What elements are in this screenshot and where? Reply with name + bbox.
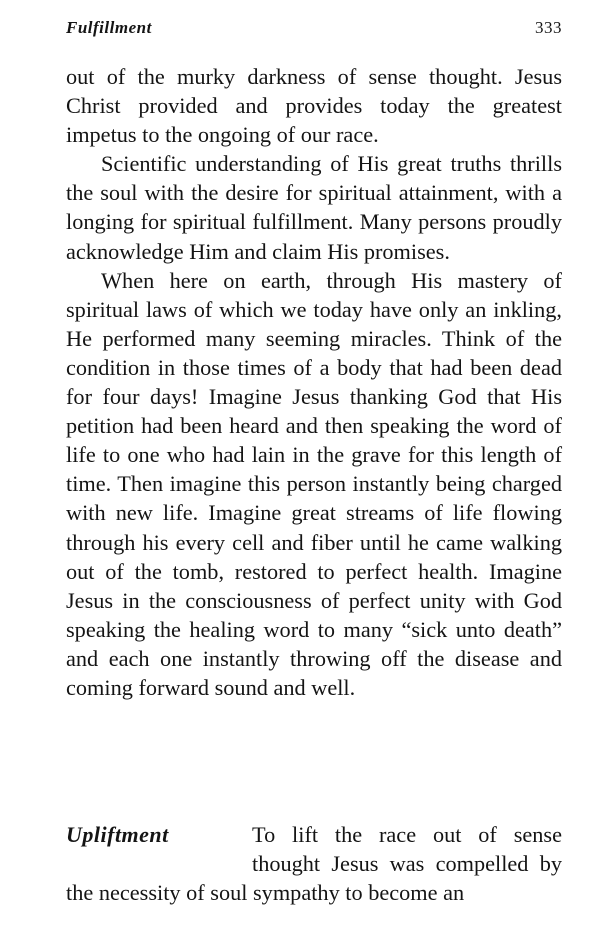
page-number: 333 <box>535 18 562 37</box>
section-text: To lift the race out of sense thought Jesus was compelled by the necessity of soul sympathy to become an <box>66 822 562 906</box>
section-upliftment <box>66 820 562 907</box>
paragraph-continuation: out of the murky darkness of sense thought. Jesus Christ provided and provides today the greatest impetus to the ongoing of our race. <box>66 64 562 148</box>
body-text <box>66 62 562 702</box>
paragraph-scientific-understanding: Scientific understanding of His great truths thrills the soul with the desire for spiritual attainment, with a longing for spiritual fulfillment. Many persons proudly acknowledge Him and claim His promises. <box>66 151 562 264</box>
side-heading: Upliftment <box>66 822 169 847</box>
paragraph-miracles: When here on earth, through His mastery of spiritual laws of which we today have only an inkling, He performed many seeming miracles. Think of the condition in those times of a body that had been dead for four days! Imagine Jesus thanking God that His petition had been heard and then speaking the word of life to one who had lain in the grave for this length of time. Then imagine this person instantly being charged with new life. Imagine great streams of life flowing through his every cell and fiber until he came walking out of the tomb, restored to perfect health. Imagine Jesus in the consciousness of perfect unity with God speaking the healing word to many “sick unto death” and each one instantly throwing off the disease and coming forward sound and well. <box>66 267 562 700</box>
running-title: Fulfillment <box>66 18 152 37</box>
running-head <box>66 18 562 42</box>
